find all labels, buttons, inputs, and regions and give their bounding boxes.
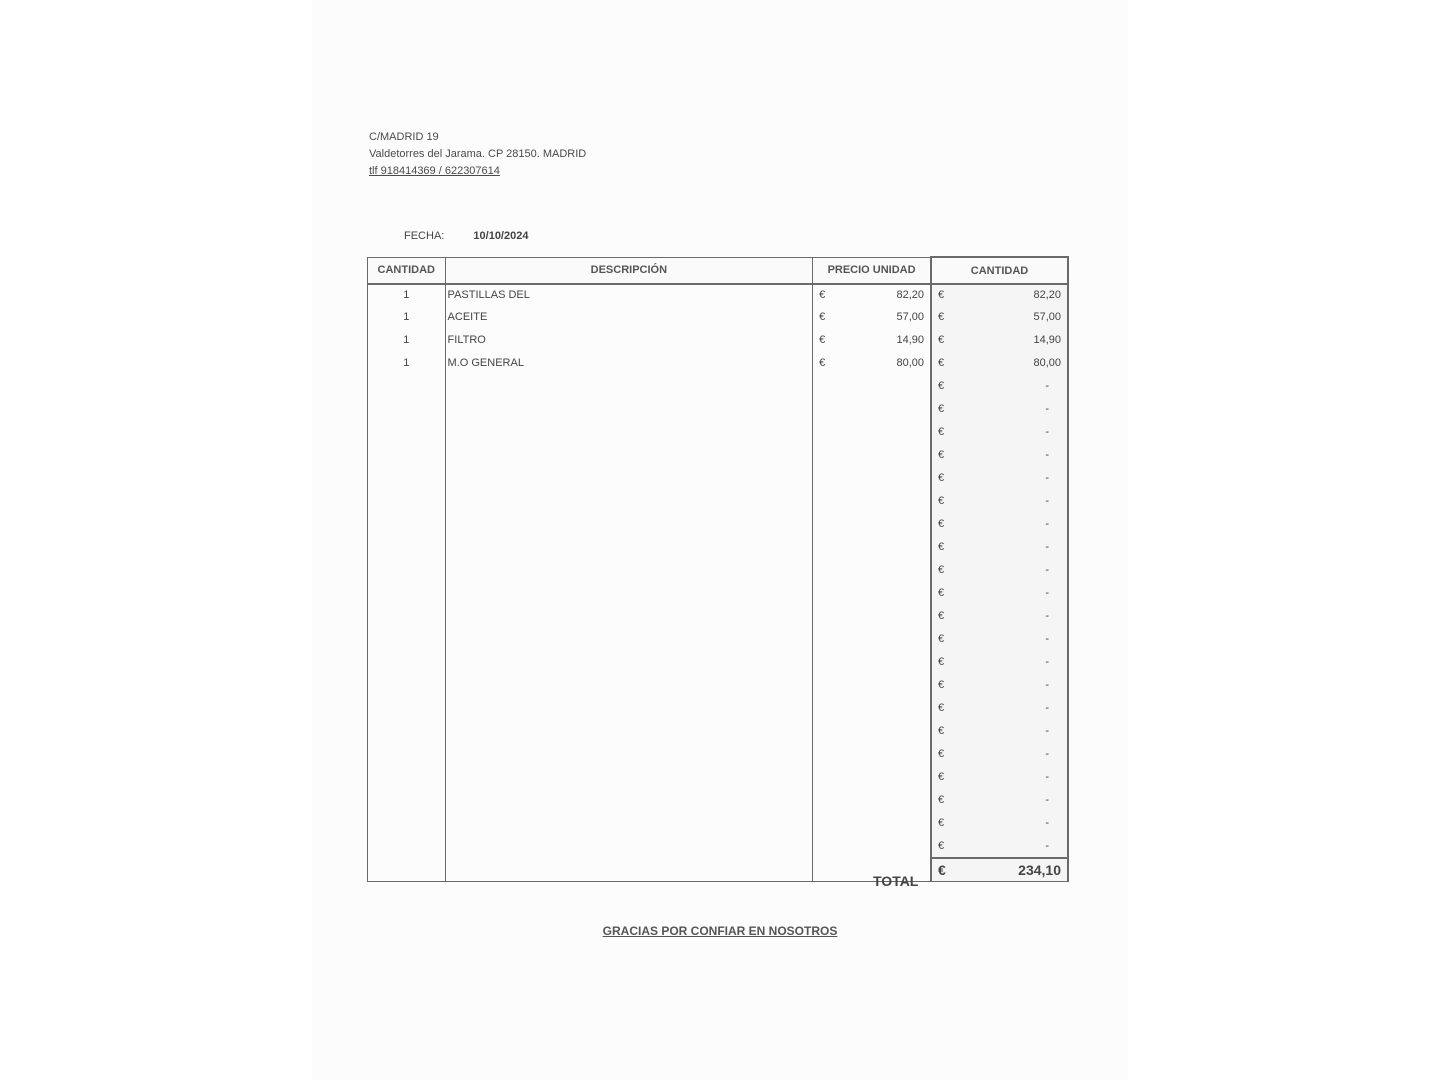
empty-amount: - (1045, 816, 1049, 829)
empty-amount: - (1045, 517, 1049, 530)
qty-cell (368, 742, 446, 765)
table-row (368, 328, 1069, 351)
table-row (368, 351, 1069, 374)
amount-cell (931, 788, 1068, 811)
amount-value: 82,20 (1033, 289, 1061, 301)
column-header-amount: CANTIDAD (931, 257, 1068, 284)
currency-symbol: € (819, 289, 826, 301)
description-cell (445, 788, 813, 811)
unit-price-cell (813, 604, 931, 627)
amount-value: 14,90 (1033, 333, 1061, 346)
qty-cell (368, 558, 446, 581)
amount-cell (931, 765, 1068, 788)
empty-amount: - (1045, 563, 1049, 576)
currency-symbol: € (938, 632, 945, 645)
table-row (368, 466, 1069, 489)
table-row (368, 673, 1069, 696)
amount-cell (931, 328, 1068, 351)
amount-value: 80,00 (1033, 356, 1061, 369)
qty-cell (368, 535, 446, 558)
unit-price-cell (813, 351, 931, 374)
currency-symbol: € (938, 701, 945, 714)
unit-price-cell (813, 328, 931, 351)
description-cell (445, 512, 813, 535)
empty-amount: - (1045, 701, 1049, 714)
description-cell (445, 535, 813, 558)
unit-price-cell (813, 650, 931, 673)
qty-cell: 1 (368, 328, 446, 351)
currency-symbol: € (938, 448, 945, 461)
table-row (368, 811, 1069, 834)
table-row (368, 627, 1069, 650)
currency-symbol: € (938, 862, 946, 878)
amount-cell (931, 742, 1068, 765)
qty-cell (368, 374, 446, 397)
table-row (368, 788, 1069, 811)
unit-price-cell (813, 834, 931, 858)
empty-amount: - (1045, 632, 1049, 645)
unit-price-cell (813, 535, 931, 558)
currency-symbol: € (938, 816, 945, 829)
amount-cell (931, 558, 1068, 581)
amount-cell (931, 604, 1068, 627)
unit-price-cell (813, 765, 931, 788)
currency-symbol: € (938, 540, 945, 553)
date-value: 10/10/2024 (473, 230, 529, 242)
empty-amount: - (1045, 678, 1049, 691)
unit-price-cell (813, 581, 931, 604)
empty-amount: - (1045, 724, 1049, 737)
description-cell (445, 811, 813, 834)
qty-cell (368, 811, 446, 834)
qty-cell (368, 696, 446, 719)
currency-symbol: € (938, 471, 945, 484)
currency-symbol: € (938, 494, 945, 507)
currency-symbol: € (938, 402, 945, 415)
empty-amount: - (1045, 839, 1049, 852)
table-header-row (368, 257, 1069, 284)
qty-cell (368, 673, 446, 696)
qty-cell (368, 650, 446, 673)
description-cell (445, 581, 813, 604)
currency-symbol: € (938, 770, 945, 783)
unit-price-value: 80,00 (896, 356, 924, 369)
qty-cell (368, 788, 446, 811)
description-cell (445, 765, 813, 788)
currency-symbol: € (938, 747, 945, 760)
empty-amount: - (1045, 494, 1049, 507)
description-cell (445, 650, 813, 673)
date-label: FECHA: (404, 230, 445, 242)
table-row (368, 420, 1069, 443)
currency-symbol: € (819, 356, 826, 369)
unit-price-cell (813, 305, 931, 328)
total-amount-cell (931, 858, 1068, 882)
qty-cell (368, 443, 446, 466)
qty-cell (368, 420, 446, 443)
amount-cell (931, 650, 1068, 673)
description-cell (445, 466, 813, 489)
amount-cell (931, 397, 1068, 420)
empty-amount: - (1045, 402, 1049, 415)
currency-symbol: € (938, 425, 945, 438)
unit-price-cell (813, 558, 931, 581)
currency-symbol: € (938, 655, 945, 668)
empty-amount: - (1045, 609, 1049, 622)
empty-amount: - (1045, 540, 1049, 553)
table-row (368, 535, 1069, 558)
thank-you-footer: GRACIAS POR CONFIAR EN NOSOTROS (602, 924, 838, 938)
table-row (368, 719, 1069, 742)
empty-amount: - (1045, 770, 1049, 783)
description-cell (445, 627, 813, 650)
description-cell (445, 696, 813, 719)
shop-address (369, 129, 586, 180)
description-cell (445, 558, 813, 581)
table-row (368, 581, 1069, 604)
invoice-table (367, 256, 1069, 882)
empty-amount: - (1045, 655, 1049, 668)
invoice-body (368, 284, 1069, 882)
amount-cell (931, 284, 1068, 305)
amount-value: 57,00 (1033, 310, 1061, 323)
total-row (368, 858, 1069, 882)
qty-cell (368, 604, 446, 627)
description-cell (445, 397, 813, 420)
currency-symbol: € (938, 839, 945, 852)
empty-amount: - (1045, 586, 1049, 599)
description-cell: ACEITE (445, 305, 813, 328)
qty-cell (368, 581, 446, 604)
total-label: TOTAL (873, 873, 919, 889)
unit-price-cell (813, 742, 931, 765)
currency-symbol: € (938, 724, 945, 737)
qty-cell (368, 627, 446, 650)
amount-cell (931, 420, 1068, 443)
qty-cell (368, 858, 446, 882)
qty-cell (368, 834, 446, 858)
table-row (368, 604, 1069, 627)
currency-symbol: € (938, 609, 945, 622)
table-row (368, 765, 1069, 788)
currency-symbol: € (938, 356, 945, 369)
table-row (368, 558, 1069, 581)
table-row (368, 742, 1069, 765)
table-row (368, 284, 1069, 305)
description-cell: FILTRO (445, 328, 813, 351)
empty-amount: - (1045, 379, 1049, 392)
empty-amount: - (1045, 471, 1049, 484)
unit-price-cell (813, 374, 931, 397)
unit-price-value: 82,20 (896, 289, 924, 301)
qty-cell (368, 765, 446, 788)
amount-cell (931, 811, 1068, 834)
qty-cell (368, 466, 446, 489)
address-line-2: Valdetorres del Jarama. CP 28150. MADRID (369, 148, 587, 160)
unit-price-cell (813, 788, 931, 811)
description-cell (445, 742, 813, 765)
amount-cell (931, 581, 1068, 604)
amount-cell (931, 443, 1068, 466)
qty-cell (368, 719, 446, 742)
address-line-1: C/MADRID 19 (369, 131, 439, 143)
amount-cell (931, 834, 1068, 858)
description-cell (445, 858, 813, 882)
currency-symbol: € (819, 333, 826, 346)
unit-price-cell (813, 397, 931, 420)
amount-cell (931, 719, 1068, 742)
amount-cell (931, 374, 1068, 397)
unit-price-cell (813, 466, 931, 489)
qty-cell (368, 512, 446, 535)
phone-numbers: tlf 918414369 / 622307614 (369, 165, 500, 177)
currency-symbol: € (938, 289, 945, 301)
empty-amount: - (1045, 425, 1049, 438)
table-row (368, 397, 1069, 420)
currency-symbol: € (938, 793, 945, 806)
table-row (368, 650, 1069, 673)
description-cell (445, 489, 813, 512)
qty-cell: 1 (368, 305, 446, 328)
amount-cell (931, 489, 1068, 512)
currency-symbol: € (938, 310, 945, 323)
currency-symbol: € (938, 379, 945, 392)
description-cell: M.O GENERAL (445, 351, 813, 374)
unit-price-cell (813, 512, 931, 535)
table-row (368, 834, 1069, 858)
qty-cell: 1 (368, 284, 446, 305)
qty-cell: 1 (368, 351, 446, 374)
empty-amount: - (1045, 448, 1049, 461)
empty-amount: - (1045, 793, 1049, 806)
total-value: 234,10 (1018, 862, 1061, 878)
description-cell (445, 604, 813, 627)
unit-price-cell (813, 673, 931, 696)
table-row (368, 305, 1069, 328)
amount-cell (931, 466, 1068, 489)
currency-symbol: € (819, 310, 826, 323)
description-cell (445, 374, 813, 397)
unit-price-cell (813, 811, 931, 834)
amount-cell (931, 627, 1068, 650)
unit-price-cell (813, 284, 931, 305)
amount-cell (931, 696, 1068, 719)
description-cell: PASTILLAS DEL (445, 284, 813, 305)
column-header-description: DESCRIPCIÓN (445, 257, 813, 284)
column-header-unit-price: PRECIO UNIDAD (813, 257, 931, 284)
unit-price-cell (813, 420, 931, 443)
qty-cell (368, 397, 446, 420)
currency-symbol: € (938, 563, 945, 576)
amount-cell (931, 305, 1068, 328)
unit-price-cell (813, 719, 931, 742)
table-row (368, 443, 1069, 466)
empty-amount: - (1045, 747, 1049, 760)
unit-price-cell (813, 627, 931, 650)
amount-cell (931, 351, 1068, 374)
description-cell (445, 420, 813, 443)
amount-cell (931, 673, 1068, 696)
column-header-qty: CANTIDAD (368, 257, 446, 284)
unit-price-cell (813, 696, 931, 719)
unit-price-cell (813, 443, 931, 466)
currency-symbol: € (938, 678, 945, 691)
amount-cell (931, 512, 1068, 535)
description-cell (445, 834, 813, 858)
description-cell (445, 719, 813, 742)
date-row (404, 230, 528, 242)
description-cell (445, 443, 813, 466)
qty-cell (368, 489, 446, 512)
currency-symbol: € (938, 517, 945, 530)
table-row (368, 374, 1069, 397)
table-row (368, 696, 1069, 719)
table-row (368, 512, 1069, 535)
table-row (368, 489, 1069, 512)
currency-symbol: € (938, 333, 945, 346)
unit-price-cell (813, 489, 931, 512)
amount-cell (931, 535, 1068, 558)
currency-symbol: € (938, 586, 945, 599)
description-cell (445, 673, 813, 696)
unit-price-value: 14,90 (896, 333, 924, 346)
unit-price-value: 57,00 (896, 310, 924, 323)
